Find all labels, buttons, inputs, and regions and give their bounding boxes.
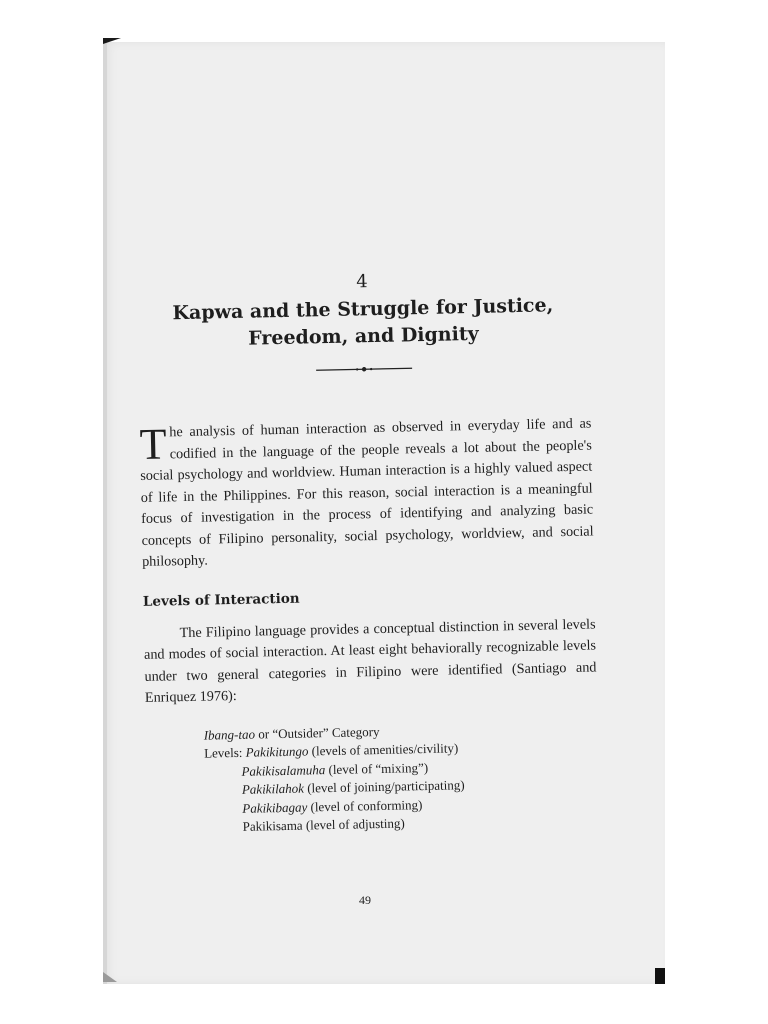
ornament-divider-icon — [314, 363, 414, 375]
level-term: Pakikilahok — [241, 780, 305, 797]
page-edge — [103, 42, 107, 984]
scan-corner-bottom-left — [103, 972, 117, 982]
level-desc: (level of “mixing”) — [325, 759, 429, 777]
level-term: Pakikitungo — [245, 743, 309, 760]
page-number: 49 — [359, 893, 371, 907]
chapter-title-line-1: Kapwa and the Struggle for Justice, — [172, 294, 554, 325]
page-content — [136, 261, 600, 839]
level-term: Pakikisama — [242, 817, 303, 834]
level-term: Pakikibagay — [242, 799, 308, 816]
section-paragraph: The Filipino language provides a conceptual distinction in several levels and modes of social interaction. At least eight behaviorally recognizable levels under two general categories in Filipino were identified (Santiago and Enriquez 1976): — [143, 615, 597, 706]
levels-list — [204, 718, 600, 837]
scan-corner-bottom-right — [655, 968, 665, 984]
level-desc: (level of conforming) — [307, 796, 423, 815]
chapter-title-line-2: Freedom, and Dignity — [247, 322, 479, 350]
section-heading: Levels of Interaction — [142, 590, 300, 610]
chapter-number: 4 — [356, 271, 369, 293]
levels-label: Levels: — [203, 744, 246, 761]
level-term: Pakikisalamuha — [241, 761, 326, 779]
scan-corner-top-left — [103, 38, 121, 44]
level-desc: (level of adjusting) — [302, 815, 405, 833]
level-desc: (levels of amenities/civility) — [308, 740, 459, 759]
intro-paragraph — [139, 414, 594, 574]
level-desc: (level of joining/participating) — [303, 777, 465, 796]
intro-text: he analysis of human interaction as observed in everyday life and as codified in the language of the people reveals a lot about the people's social psychology and worldview. Human interaction is a highly valued aspect of life in the Philippines. For this reason, social interaction is a meaningful focus of investigation in the process of identifying and analyzing basic concepts of Filipino personality, social psychology, worldview, and social philosophy. — [140, 415, 594, 570]
drop-cap: T — [139, 419, 168, 469]
category-term: Ibang-tao — [203, 726, 256, 743]
chapter-title — [137, 292, 590, 355]
category-label: or “Outsider” Category — [254, 723, 380, 742]
